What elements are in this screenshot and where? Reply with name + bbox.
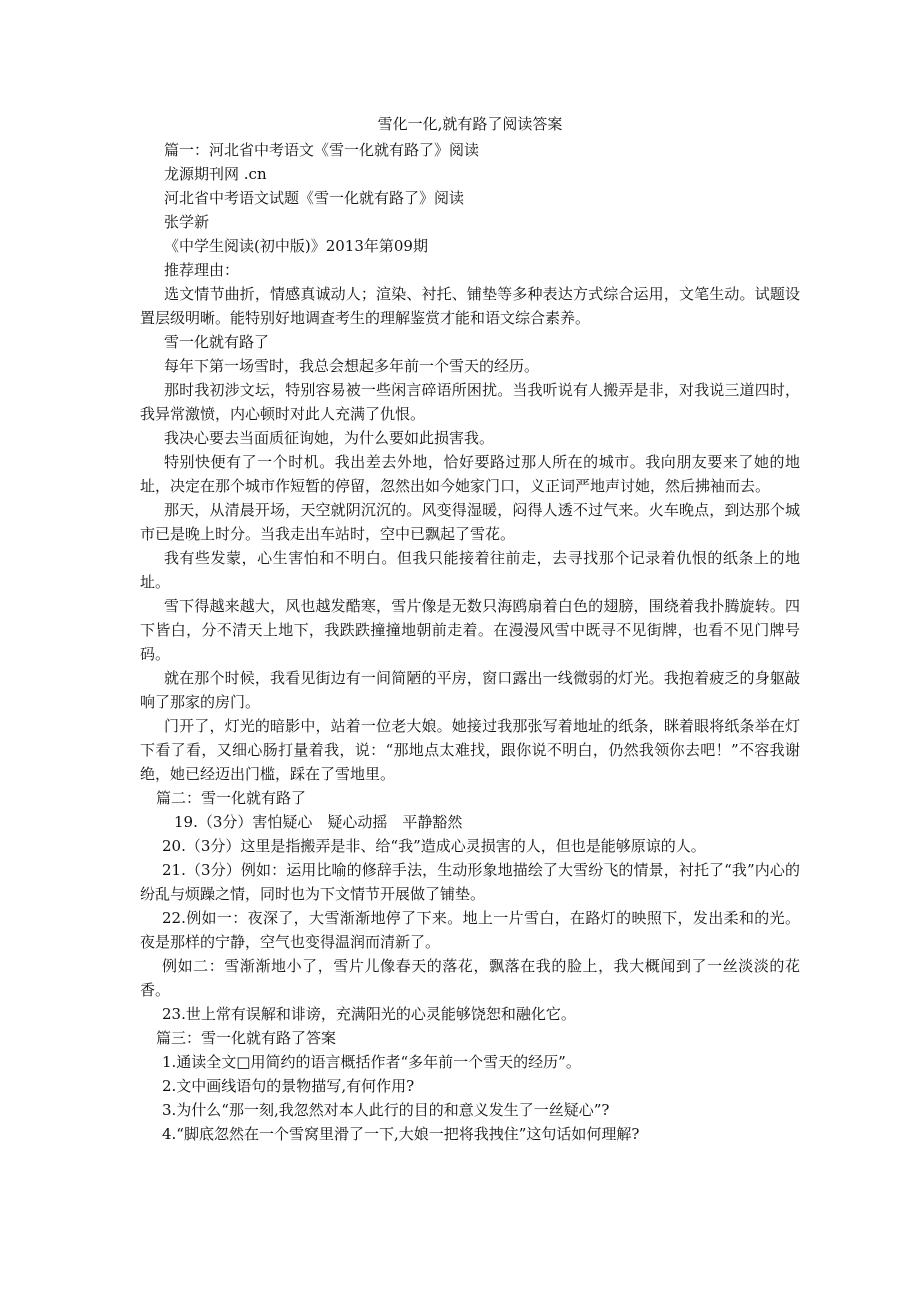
document-page — [140, 112, 800, 1146]
question-item: 3.为什么“那一刻,我忽然对本人此行的目的和意义发生了一丝疑心”? — [162, 1101, 610, 1119]
recommend-label: 推荐理由： — [164, 261, 240, 279]
section-heading-3: 篇三：雪一化就有路了答案 — [156, 1029, 337, 1047]
recommend-paragraph: 选文情节曲折，情感真诚动人；渲染、衬托、铺垫等多种表达方式综合运用，文笔生动。试题设置层级明晰。能特别好地调查考生的理解鉴赏才能和语文综合素养。 — [140, 285, 800, 327]
article-title: 雪一化就有路了 — [164, 333, 270, 351]
article-source-title: 河北省中考语文试题《雪一化就有路了》阅读 — [164, 189, 465, 207]
article-paragraph: 那时我初涉文坛，特别容易被一些闲言碎语所困扰。当我听说有人搬弄是非，对我说三道四时，我异常激愤，内心顿时对此人充满了仇恨。 — [140, 381, 800, 423]
section-heading-1: 篇一：河北省中考语文《雪一化就有路了》阅读 — [164, 141, 480, 159]
article-paragraph: 我决心要去当面质征询她，为什么要如此损害我。 — [164, 429, 495, 447]
question-item: 1.通读全文□用简约的语言概括作者“多年前一个雪天的经历”。 — [162, 1053, 581, 1071]
article-paragraph: 我有些发蒙，心生害怕和不明白。但我只能接着往前走，去寻找那个记录着仇恨的纸条上的地址。 — [140, 549, 800, 591]
answer-item: 23.世上常有误解和诽谤，充满阳光的心灵能够饶恕和融化它。 — [162, 1005, 576, 1023]
article-paragraph: 每年下第一场雪时，我总会想起多年前一个雪天的经历。 — [164, 357, 540, 375]
author-name: 张学新 — [164, 213, 210, 231]
article-paragraph: 门开了，灯光的暗影中，站着一位老大娘。她接过我那张写着地址的纸条，眯着眼将纸条举在灯下看了看，又细心肠打量着我，说：“那地点太难找，跟你说不明白，仍然我领你去吧！”不容我谢绝，她已经迈出门槛，踩在了雪地里。 — [140, 717, 800, 783]
source-line: 龙源期刊网 .cn — [164, 165, 267, 183]
answer-item: 例如二：雪渐渐地小了，雪片儿像春天的落花，飘落在我的脸上，我大概闻到了一丝淡淡的花香。 — [140, 957, 800, 999]
article-paragraph: 就在那个时候，我看见街边有一间简陋的平房，窗口露出一线微弱的灯光。我抱着疲乏的身躯敲响了那家的房门。 — [140, 669, 800, 711]
article-paragraph: 雪下得越来越大，风也越发酷寒，雪片像是无数只海鸥扇着白色的翅膀，围绕着我扑腾旋转。四下皆白，分不清天上地下，我跌跌撞撞地朝前走着。在漫漫风雪中既寻不见街牌，也看不见门牌号码。 — [140, 597, 800, 663]
article-paragraph: 特别快便有了一个时机。我出差去外地，恰好要路过那人所在的城市。我向朋友要来了她的地址，决定在那个城市作短暂的停留，忽然出如今她家门口，义正词严地声讨她，然后拂袖而去。 — [140, 453, 800, 495]
article-paragraph: 那天，从清晨开场，天空就阴沉沉的。风变得湿暖，闷得人透不过气来。火车晚点，到达那个城市已是晚上时分。当我走出车站时，空中已飘起了雪花。 — [140, 501, 800, 543]
document-title: 雪化一化,就有路了阅读答案 — [377, 115, 563, 133]
answer-item: 19.（3分）害怕疑心 疑心动摇 平静豁然 — [174, 813, 463, 831]
answer-item: 20.（3分）这里是指搬弄是非、给“我”造成心灵损害的人，但也是能够原谅的人。 — [162, 837, 706, 855]
answer-item: 21.（3分）例如：运用比喻的修辞手法，生动形象地描绘了大雪纷飞的情景，衬托了“我”内心的纷乱与烦躁之情，同时也为下文情节开展做了铺垫。 — [140, 861, 800, 903]
question-item: 4.“脚底忽然在一个雪窝里滑了一下,大娘一把将我拽住”这句话如何理解? — [162, 1125, 640, 1143]
section-heading-2: 篇二：雪一化就有路了 — [156, 789, 307, 807]
publication-line: 《中学生阅读(初中版)》2013年第09期 — [164, 237, 428, 255]
question-item: 2.文中画线语句的景物描写,有何作用? — [162, 1077, 415, 1095]
answer-item: 22.例如一：夜深了，大雪渐渐地停了下来。地上一片雪白，在路灯的映照下，发出柔和的光。夜是那样的宁静，空气也变得温润而清新了。 — [140, 909, 800, 951]
